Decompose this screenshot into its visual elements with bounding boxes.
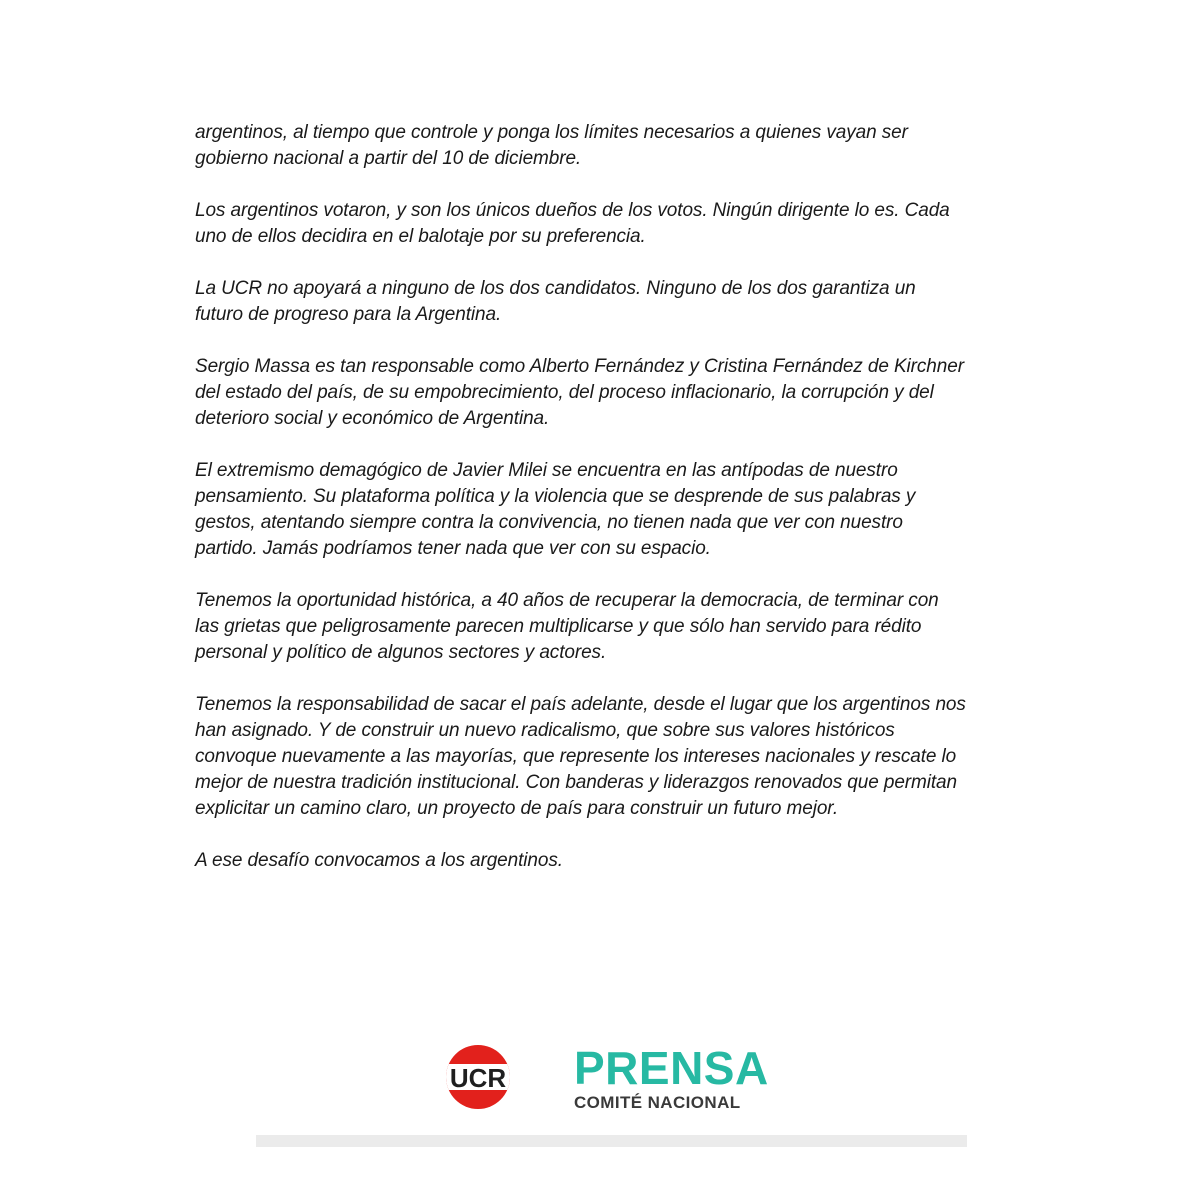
ucr-logo-text: UCR <box>449 1063 507 1093</box>
prensa-title: PRENSA <box>574 1042 769 1094</box>
paragraph-6: Tenemos la oportunidad histórica, a 40 años de recuperar la democracia, de terminar con las grietas que peligrosamente parecen multiplicarse y que sólo han servido para rédito personal y político de algunos sectores y actores. <box>195 590 939 663</box>
paragraph-7: Tenemos la responsabilidad de sacar el país adelante, desde el lugar que los argentinos nos han asignado. Y de construir un nuevo radicalismo, que sobre sus valores históricos convoque nuevamente a las mayorías, que represente los intereses nacionales y rescate lo mejor de nuestra tradición institucional. Con banderas y liderazgos renovados que permitan explicitar un camino claro, un proyecto de país para construir un futuro mejor. <box>195 694 966 819</box>
paragraph-8: A ese desafío convocamos a los argentinos. <box>195 850 563 871</box>
paragraph-2: Los argentinos votaron, y son los únicos dueños de los votos. Ningún dirigente lo es. Cada uno de ellos decidira en el balotaje por su preferencia. <box>195 200 950 247</box>
statement-body <box>195 120 1025 900</box>
prensa-subtitle: COMITÉ NACIONAL <box>574 1093 741 1112</box>
prensa-wordmark <box>574 1042 769 1113</box>
paragraph-1: argentinos, al tiempo que controle y ponga los límites necesarios a quienes vayan ser gobierno nacional a partir del 10 de diciembre. <box>195 122 908 169</box>
press-footer <box>446 1042 769 1115</box>
paragraph-3: La UCR no apoyará a ninguno de los dos candidatos. Ninguno de los dos garantiza un futuro de progreso para la Argentina. <box>195 278 916 325</box>
paragraph-5: El extremismo demagógico de Javier Milei se encuentra en las antípodas de nuestro pensamiento. Su plataforma política y la violencia que se desprende de sus palabras y gestos, atentando siempre contra la convivencia, no tienen nada que ver con nuestro partido. Jamás podríamos tener nada que ver con su espacio. <box>195 460 916 559</box>
bottom-divider-bar <box>256 1135 967 1147</box>
ucr-logo-icon <box>446 1043 510 1111</box>
paragraph-4: Sergio Massa es tan responsable como Alberto Fernández y Cristina Fernández de Kirchner del estado del país, de su empobrecimiento, del proceso inflacionario, la corrupción y del deterioro social y económico de Argentina. <box>195 356 964 429</box>
ucr-logo <box>446 1043 510 1111</box>
